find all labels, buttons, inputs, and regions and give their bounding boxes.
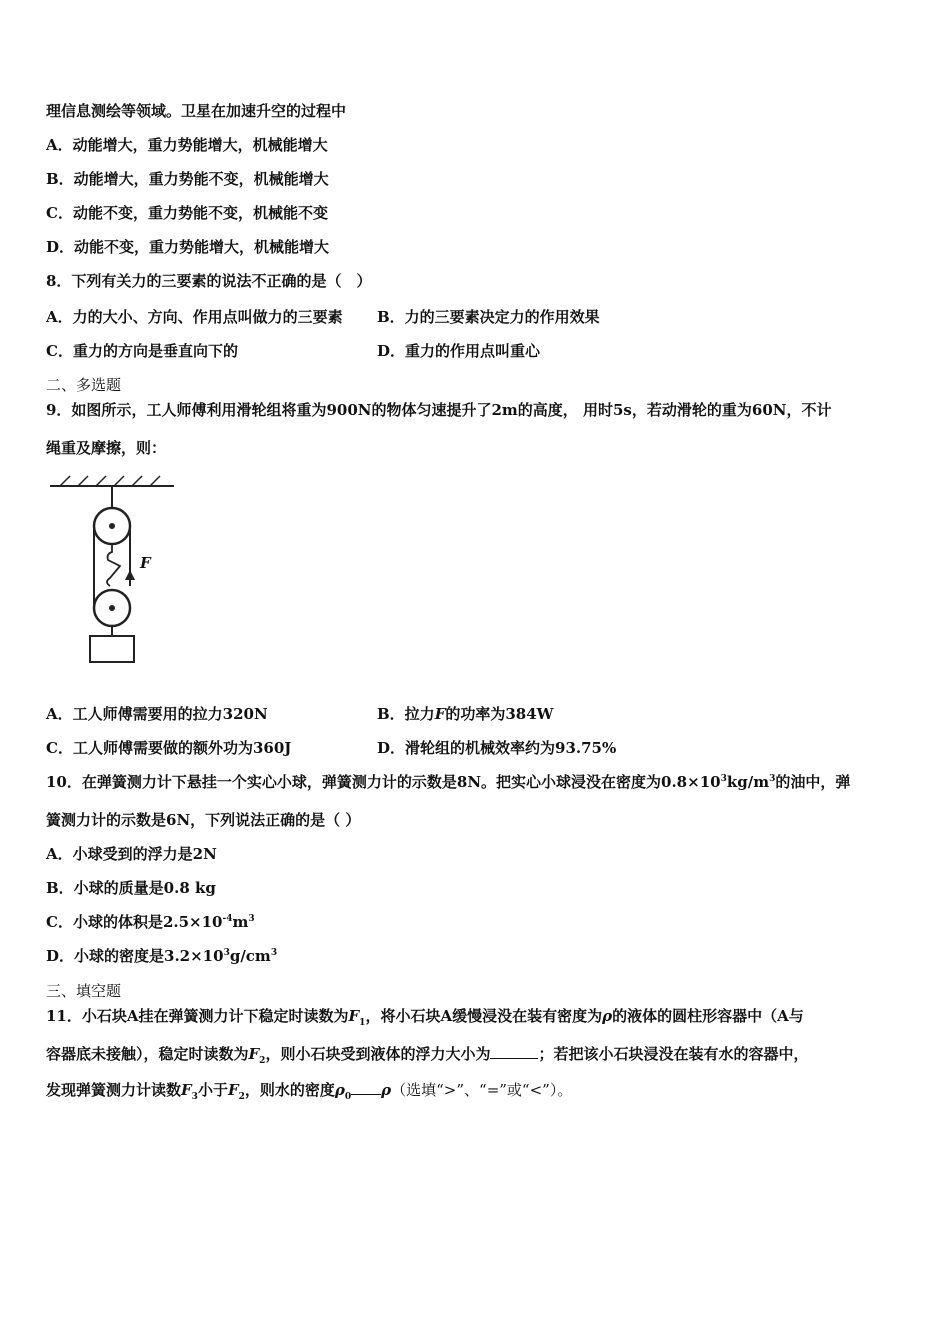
q8-option-d: D．重力的作用点叫重心: [377, 342, 541, 360]
q11-line3: 发现弹簧测力计读数$F_3$小于$F_2$，则水的密度$\rho_0$ ρ（选填“>”、“=”或“<”）。: [46, 1081, 573, 1102]
q7-option-a: A．动能增大，重力势能增大，机械能增大: [46, 136, 328, 154]
q9-option-b: B．拉力F的功率为384W: [377, 705, 554, 723]
q8-option-b: B．力的三要素决定力的作用效果: [377, 308, 600, 326]
q10-option-b: B．小球的质量是0.8 kg: [46, 879, 216, 897]
q9-stem-line1: 9．如图所示，工人师傅利用滑轮组将重为900N的物体匀速提升了2m的高度， 用时5s，若动滑轮的重为60N，不计: [46, 401, 832, 419]
pulley-system-figure: [48, 474, 176, 670]
q8-stem: 8．下列有关力的三要素的说法不正确的是（ ）: [46, 272, 372, 290]
force-label-f: F: [140, 554, 151, 572]
q10-stem-line1: 10．在弹簧测力计下悬挂一个实心小球，弹簧测力计的示数是8N。把实心小球浸没在密度为$0.8\times 10^3kg/m^3$的油中，弹: [46, 773, 851, 791]
q10-option-d: D．小球的密度是$3.2\times 10^3g/cm^3$: [46, 947, 278, 965]
q9-option-c: C．工人师傅需要做的额外功为360J: [46, 739, 292, 757]
q11-line2: 容器底未接触），稳定时读数为$F_2$，则小石块受到液体的浮力大小为 ；若把该小石块浸没在装有水的容器中，: [46, 1045, 809, 1066]
q11-line1: 11．小石块A挂在弹簧测力计下稳定时读数为$F_1$，将小石块A缓慢浸没在装有密度为ρ的液体的圆柱形容器中（A与: [46, 1007, 804, 1028]
answer-blank-2[interactable]: [351, 1080, 381, 1095]
q9-option-a: A．工人师傅需要用的拉力320N: [46, 705, 268, 723]
q8-option-c: C．重力的方向是垂直向下的: [46, 342, 238, 360]
q9-option-d: D．滑轮组的机械效率约为93.75%: [377, 739, 617, 757]
q9-stem-line2: 绳重及摩擦，则：: [46, 439, 167, 457]
q8-option-a: A．力的大小、方向、作用点叫做力的三要素: [46, 308, 343, 326]
answer-blank-1[interactable]: [490, 1044, 538, 1059]
q7-option-d: D．动能不变，重力势能增大，机械能增大: [46, 238, 330, 256]
q7-option-c: C．动能不变，重力势能不变，机械能不变: [46, 204, 328, 222]
q10-option-a: A．小球受到的浮力是2N: [46, 845, 217, 863]
q10-option-c: C．小球的体积是$2.5\times 10^{-4}m^3$: [46, 913, 255, 931]
q10-stem-line2: 簧测力计的示数是6N，下列说法正确的是（ ）: [46, 811, 361, 829]
q7-stem-tail: 理信息测绘等领域。卫星在加速升空的过程中: [46, 102, 347, 120]
section-heading-fill-blank: 三、填空题: [46, 982, 122, 1000]
q7-option-b: B．动能增大，重力势能不变，机械能增大: [46, 170, 329, 188]
section-heading-multi-choice: 二、多选题: [46, 376, 122, 394]
